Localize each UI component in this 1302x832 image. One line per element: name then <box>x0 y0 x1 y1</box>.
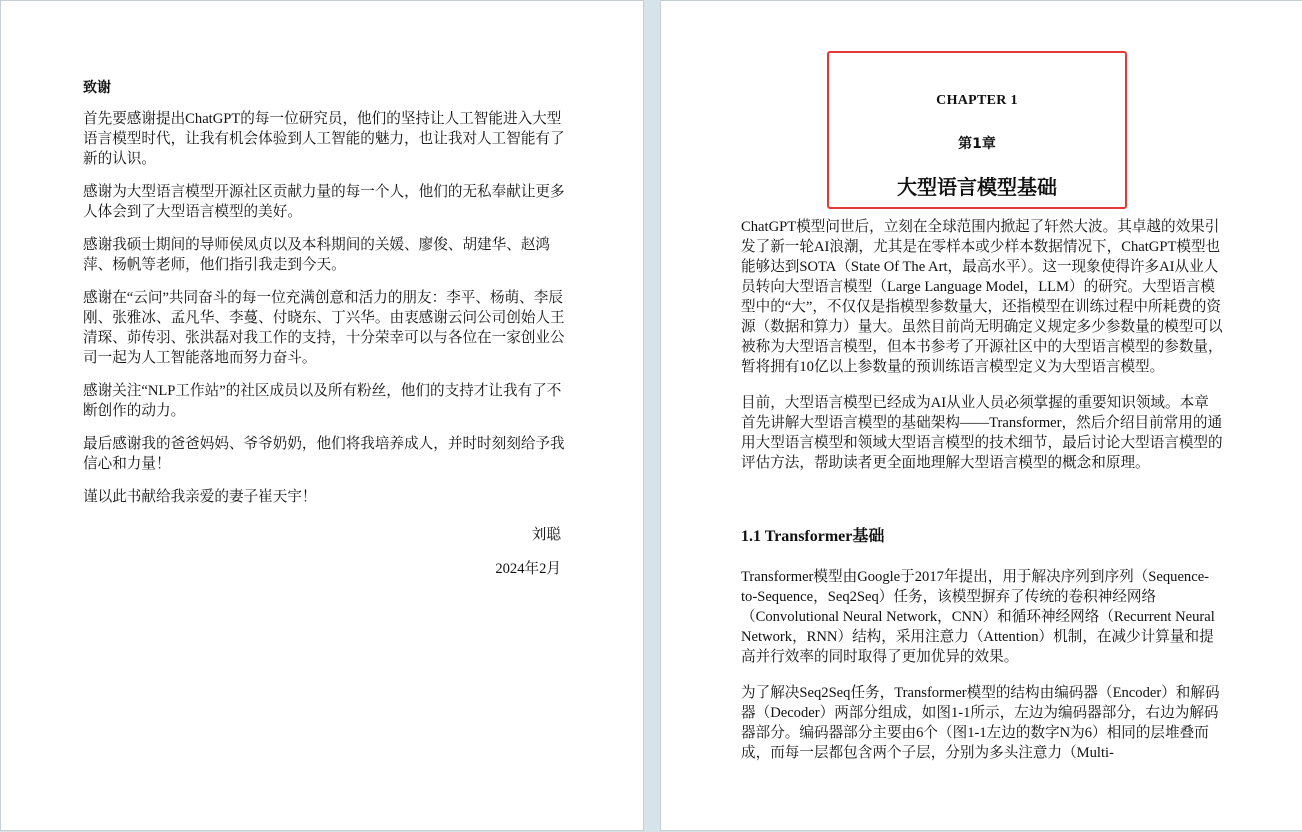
acknowledgement-body <box>83 109 565 520</box>
page-left <box>1 1 643 830</box>
paragraph: 谨以此书献给我亲爱的妻子崔天宇！ <box>83 489 317 505</box>
paragraph: 感谢关注“NLP工作站”的社区成员以及所有粉丝，他们的支持才让我有了不断创作的动力。 <box>83 383 562 419</box>
chapter-title: 大型语言模型基础 <box>897 175 1057 199</box>
chapter-label-en: CHAPTER 1 <box>936 93 1018 108</box>
signature-date: 2024年2月 <box>495 561 561 577</box>
section-body <box>741 567 1223 763</box>
paragraph: 首先要感谢提出ChatGPT的每一位研究员，他们的坚持让人工智能进入大型语言模型时代，让我有机会体验到人工智能的魅力，也让我对人工智能有了新的认识。 <box>83 111 565 167</box>
paragraph: 目前，大型语言模型已经成为AI从业人员必须掌握的重要知识领域。本章首先讲解大型语言模型的基础架构——Transformer，然后介绍目前常用的通用大型语言模型和领域大型语言模型的技术细节，最后讨论大型语言模型的评估方法，帮助读者更全面地理解大型语言模型的概念和原理。 <box>741 395 1223 471</box>
paragraph: 感谢在“云问”共同奋斗的每一位充满创意和活力的朋友：李平、杨萌、李辰刚、张雅冰、孟凡华、李蔓、付晓东、丁兴华。由衷感谢云问公司创始人王清琛、茆传羽、张洪磊对我工作的支持，十分荣幸可以与各位在一家创业公司一起为人工智能落地而努力奋斗。 <box>83 290 565 366</box>
chapter-number: 第1章 <box>958 136 996 152</box>
paragraph: 感谢我硕士期间的导师侯凤贞以及本科期间的关媛、廖俊、胡建华、赵鸿萍、杨帆等老师，他们指引我走到今天。 <box>83 237 551 273</box>
signature: 刘聪 <box>531 527 561 543</box>
section-heading: 1.1 Transformer基础 <box>741 528 885 545</box>
page-right <box>661 1 1302 830</box>
chapter-intro <box>741 217 1223 473</box>
paragraph: 最后感谢我的爸爸妈妈、爷爷奶奶，他们将我培养成人，并时时刻刻给予我信心和力量！ <box>83 436 565 472</box>
paragraph: 感谢为大型语言模型开源社区贡献力量的每一个人，他们的无私奉献让更多人体会到了大型语言模型的美好。 <box>83 184 565 220</box>
paragraph: Transformer模型由Google于2017年提出，用于解决序列到序列（Sequence-to-Sequence，Seq2Seq）任务，该模型摒弃了传统的卷积神经网络（Convolutional Neural Network，CNN）和循环神经网络（Recurrent Neural Network，RNN）结构，采用注意力（Attention）机制，在减少计算量和提高并行效率的同时取得了更加优异的效果。 <box>741 569 1215 665</box>
paragraph: ChatGPT模型问世后，立刻在全球范围内掀起了轩然大波。其卓越的效果引发了新一轮AI浪潮，尤其是在零样本或少样本数据情况下，ChatGPT模型也能够达到SOTA（State Of The Art，最高水平）。这一现象使得许多AI从业人员转向大型语言模型（Large Language Model，LLM）的研究。大型语言模型中的“大”，不仅仅是指模型参数量大，还指模型在训练过程中所耗费的资源（数据和算力）量大。虽然目前尚无明确定义规定多少参数量的模型可以被称为大型语言模型，但本书参考了开源社区中的大型语言模型的参数量，暂将拥有10亿以上参数量的预训练语言模型定义为大型语言模型。 <box>741 219 1223 375</box>
acknowledgement-heading: 致谢 <box>83 80 111 96</box>
paragraph: 为了解决Seq2Seq任务，Transformer模型的结构由编码器（Encoder）和解码器（Decoder）两部分组成，如图1-1所示，左边为编码器部分，右边为解码器部分。编码器部分主要由6个（图1-1左边的数字N为6）相同的层堆叠而成，而每一层都包含两个子层，分别为多头注意力（Multi- <box>741 685 1220 761</box>
chapter-highlight-box <box>827 51 1127 209</box>
